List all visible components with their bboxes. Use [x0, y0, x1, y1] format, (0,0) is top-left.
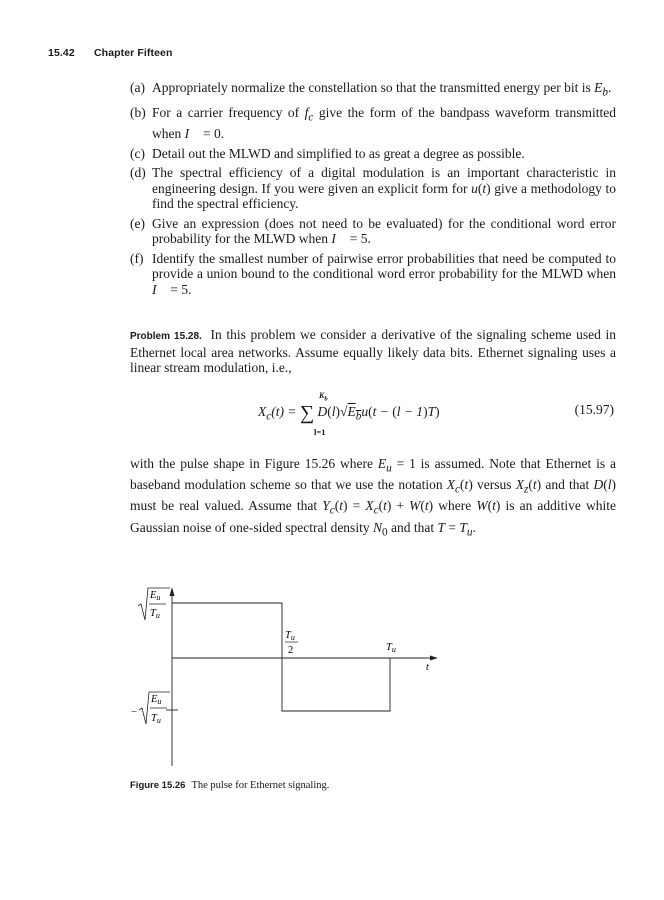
list-item	[130, 146, 616, 162]
pulse-figure	[130, 584, 460, 769]
item-label: (a)	[130, 80, 145, 95]
svg-text:−: −	[131, 707, 137, 718]
equation-lhs: $X_c(t)$ =	[258, 404, 300, 423]
item-label: (e)	[130, 215, 145, 231]
figure-caption	[130, 780, 329, 791]
problem-statement	[130, 327, 616, 376]
svg-text:2: 2	[288, 645, 294, 656]
item-text: Appropriately normalize the constellation so that the transmitted energy per bit is $E_b$.	[152, 80, 612, 99]
x-half-label	[285, 630, 298, 656]
svg-text:Eu: Eu	[150, 590, 161, 602]
sum-lower-limit: l=1	[314, 427, 326, 437]
page-number: 15.42	[48, 47, 75, 59]
item-text: For a carrier frequency of $f_c$ give the form of the bandpass waveform transmitted when I⃗ = 0.	[152, 105, 617, 142]
item-text: Detail out the MLWD and simplified to as great a degree as possible.	[152, 145, 525, 161]
chapter-title: Chapter Fifteen	[94, 47, 173, 59]
pulse-waveform	[172, 603, 390, 711]
item-text: Identify the smallest number of pairwise error probabilities that need be computed to provide a union bound to the conditional word error probability for the MLWD when I⃗ = 5.	[152, 250, 616, 297]
page-header	[48, 47, 173, 59]
equation-number: (15.97)	[574, 402, 614, 417]
item-label: (d)	[130, 165, 146, 181]
sum-upper-limit: $K_b$	[319, 391, 328, 403]
list-item	[130, 105, 616, 142]
list-item	[130, 80, 616, 101]
list-item	[130, 251, 616, 298]
item-text: Give an expression (does not need to be evaluated) for the conditional word error probability for the MLWD when I⃗ = 5.	[152, 215, 616, 247]
figure-caption-text: The pulse for Ethernet signaling.	[191, 780, 330, 791]
equation-body	[258, 402, 440, 425]
y-axis-arrow	[170, 587, 175, 596]
summation-symbol: ∑	[299, 402, 315, 424]
svg-text:Tu: Tu	[285, 630, 295, 642]
svg-text:Eu: Eu	[151, 694, 162, 706]
list-item	[130, 165, 616, 212]
problem-text: In this problem we consider a derivative of the signaling scheme used in Ethernet local area networks. Assume equally likely data bits. Ethernet signaling uses a linear stream modulation, i.e.,	[130, 327, 617, 375]
svg-text:Tu: Tu	[150, 608, 160, 620]
item-label: (c)	[130, 145, 145, 161]
list-item	[130, 216, 616, 247]
y-positive-label	[138, 588, 170, 620]
problem-items-list	[130, 80, 616, 301]
equation-rhs: $D(l)√E_bu(t - (l - 1)T)$	[314, 404, 440, 423]
svg-text:Tu: Tu	[151, 713, 161, 725]
equation-15-97	[130, 378, 616, 440]
pulse-plot	[130, 584, 460, 769]
paragraph-pulse-description: with the pulse shape in Figure 15.26 where $E_u = 1$ is assumed. Note that Ethernet is a baseband modulation scheme so that we use the notation $X_c(t)$ versus $X_z(t)$ and that D(l) must be real valued. Assume that $Y_c(t) = X_c(t) + W(t)$ where W(t) is an additive white Gaussian noise of one-sided spectral density $N_0$ and that $T = T_u$.	[130, 456, 617, 539]
y-negative-label	[131, 692, 170, 725]
x-end-label: Tu	[386, 642, 396, 654]
item-text: The spectral efficiency of a digital modulation is an important characteristic in engineering design. If you were given an explicit form for u(t) give a methodology to find the spectral efficiency.	[152, 165, 616, 212]
x-axis-label: t	[426, 662, 429, 673]
item-label: (f)	[130, 250, 144, 266]
problem-label: Problem 15.28.	[130, 331, 202, 342]
item-label: (b)	[130, 105, 146, 121]
x-axis-arrow	[430, 656, 438, 661]
figure-caption-label: Figure 15.26	[130, 780, 186, 791]
